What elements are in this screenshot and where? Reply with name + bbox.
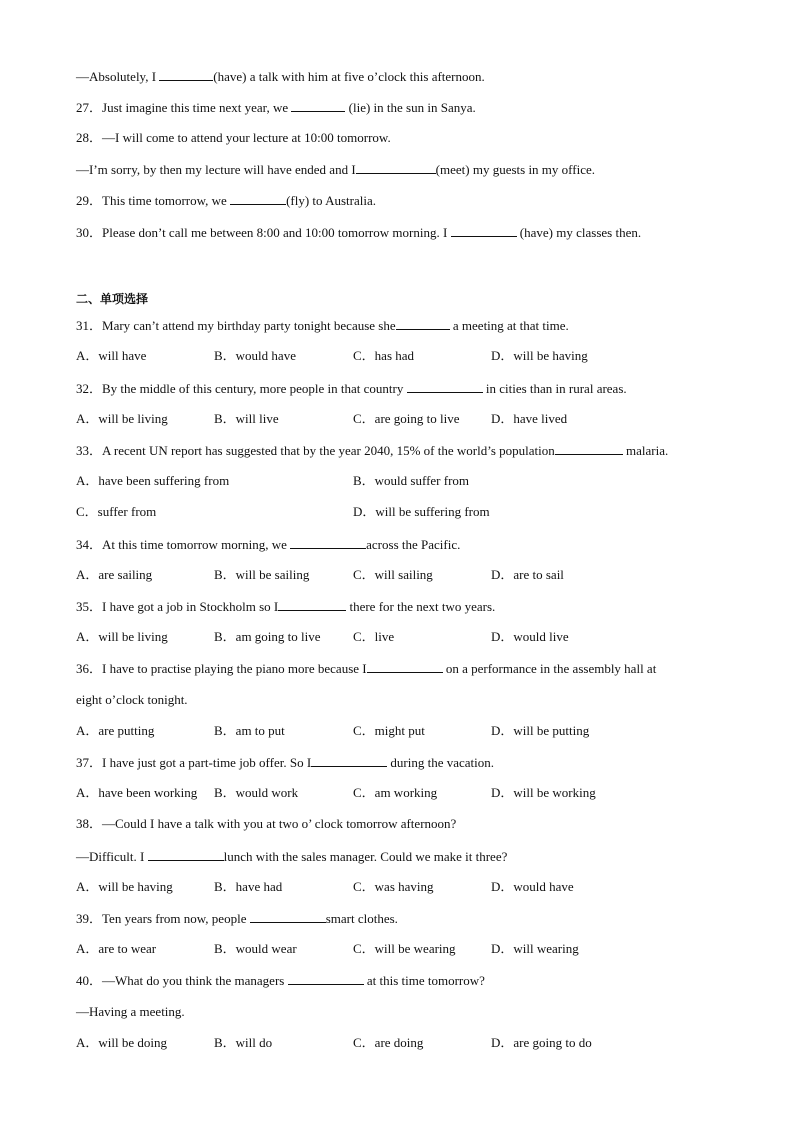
option-a[interactable]: A．will have [76,348,147,363]
question-34 [76,536,460,553]
option-b[interactable]: B．have had [214,879,283,894]
answer-blank[interactable] [451,224,517,237]
option-d[interactable]: D．will wearing [491,941,579,956]
options-33-row1 [76,473,716,489]
options-38 [76,879,716,895]
q38-reply [76,848,507,865]
reply-text-pre: —Difficult. I [76,849,148,864]
question-37 [76,754,494,771]
question-28 [76,130,391,146]
question-36 [76,660,656,677]
option-d[interactable]: D．are going to do [491,1035,592,1050]
question-number: 32． [76,381,103,396]
question-30 [76,224,641,241]
option-a[interactable]: A．will be living [76,629,168,644]
option-b[interactable]: B．am going to live [214,629,321,644]
option-d[interactable]: D．would live [491,629,569,644]
option-c[interactable]: C．are going to live [353,411,460,426]
question-text-post: on a performance in the assembly hall at [442,661,657,676]
option-b[interactable]: B．would suffer from [353,473,470,488]
option-c[interactable]: C．will sailing [353,567,433,582]
option-d[interactable]: D．will be working [491,785,596,800]
option-c[interactable]: C．might put [353,723,425,738]
question-number: 33． [76,443,103,458]
answer-blank[interactable] [148,848,224,861]
question-number: 31． [76,318,103,333]
option-a[interactable]: A．are sailing [76,567,153,582]
option-b[interactable]: B．will be sailing [214,567,310,582]
options-32 [76,411,716,427]
question-text-post: there for the next two years. [346,599,496,614]
question-number: 37． [76,755,103,770]
option-b[interactable]: B．will do [214,1035,273,1050]
question-text-post: malaria. [622,443,669,458]
question-text-pre: At this time tomorrow morning, we [102,537,291,552]
question-text-pre: By the middle of this century, more people in that country [102,381,407,396]
option-b[interactable]: B．would wear [214,941,297,956]
option-b[interactable]: B．would have [214,348,296,363]
question-number: 30． [76,225,103,240]
question-text-post: in cities than in rural areas. [482,381,627,396]
question-text-pre: Ten years from now, people [102,911,250,926]
reply-text-post: lunch with the sales manager. Could we make it three? [223,849,508,864]
question-40 [76,972,485,989]
reply-text-pre: —I’m sorry, by then my lecture will have ended and I [76,162,356,177]
question-29 [76,192,376,209]
option-a[interactable]: A．will be living [76,411,168,426]
option-a[interactable]: A．will be having [76,879,173,894]
question-text: —Could I have a talk with you at two o’ clock tomorrow afternoon? [102,816,457,831]
answer-blank[interactable] [288,972,364,985]
option-a[interactable]: A．have been suffering from [76,473,230,488]
section-heading: 二、单项选择 [76,292,149,306]
question-36-continued: eight o’clock tonight. [76,692,188,707]
option-c[interactable]: C．has had [353,348,415,363]
question-text-pre: A recent UN report has suggested that by the year 2040, 15% of the world’s population [102,443,555,458]
question-33 [76,442,668,459]
option-d[interactable]: D．will be having [491,348,588,363]
option-c[interactable]: C．live [353,629,395,644]
answer-blank[interactable] [291,99,345,112]
question-text-pre: I have got a job in Stockholm so I [102,599,279,614]
question-text-post: (lie) in the sun in Sanya. [345,100,476,115]
option-a[interactable]: A．are putting [76,723,155,738]
option-d[interactable]: D．will be putting [491,723,590,738]
question-31 [76,317,569,334]
question-38 [76,816,456,832]
question-number: 39． [76,911,103,926]
question-27 [76,99,476,116]
question-text-pre: I have just got a part-time job offer. So I [102,755,312,770]
answer-blank[interactable] [159,68,213,81]
options-34 [76,567,716,583]
answer-blank[interactable] [311,754,387,767]
options-39 [76,941,716,957]
question-text-pre: I have to practise playing the piano more because I [102,661,367,676]
answer-blank[interactable] [396,317,450,330]
options-33-row2 [76,504,716,520]
question-number: 36． [76,661,103,676]
answer-blank[interactable] [278,598,346,611]
question-text-pre: —What do you think the managers [102,973,288,988]
options-37 [76,785,716,801]
question-39 [76,910,398,927]
option-c[interactable]: C．am working [353,785,438,800]
q40-reply: —Having a meeting. [76,1004,185,1019]
option-d[interactable]: D．are to sail [491,567,564,582]
q26-reply [76,68,485,85]
options-35 [76,629,716,645]
option-c[interactable]: C．will be wearing [353,941,456,956]
answer-blank[interactable] [230,192,286,205]
question-number: 28． [76,130,103,145]
question-number: 38． [76,816,103,831]
options-36 [76,723,716,739]
question-text-pre: Just imagine this time next year, we [102,100,292,115]
question-text-pre: Please don’t call me between 8:00 and 10:00 tomorrow morning. I [102,225,451,240]
answer-blank[interactable] [555,442,623,455]
option-b[interactable]: B．would work [214,785,299,800]
question-text-pre: This time tomorrow, we [102,193,231,208]
option-a[interactable]: A．have been working [76,785,198,800]
question-number: 27． [76,100,103,115]
option-d[interactable]: D．would have [491,879,574,894]
answer-blank[interactable] [290,536,366,549]
answer-blank[interactable] [356,161,436,174]
question-text-pre: Mary can’t attend my birthday party tonight because she [102,318,396,333]
option-c[interactable]: C．suffer from [76,504,157,519]
answer-blank[interactable] [250,910,326,923]
question-text-post: at this time tomorrow? [363,973,485,988]
question-35 [76,598,495,615]
question-number: 34． [76,537,103,552]
question-number: 35． [76,599,103,614]
question-text: —I will come to attend your lecture at 10:00 tomorrow. [102,130,391,145]
question-number: 40． [76,973,103,988]
question-number: 29． [76,193,103,208]
question-text-post: during the vacation. [387,755,495,770]
question-text-post: smart clothes. [325,911,398,926]
option-b[interactable]: B．will live [214,411,279,426]
reply-text-post: (meet) my guests in my office. [435,162,595,177]
option-c[interactable]: C．are doing [353,1035,424,1050]
q28-reply [76,161,595,178]
answer-blank[interactable] [367,660,443,673]
answer-blank[interactable] [407,380,483,393]
option-b[interactable]: B．am to put [214,723,285,738]
question-32 [76,380,627,397]
option-d[interactable]: D．will be suffering from [353,504,490,519]
options-40 [76,1035,716,1051]
option-d[interactable]: D．have lived [491,411,568,426]
question-text-post: a meeting at that time. [449,318,569,333]
question-text-post: across the Pacific. [366,537,461,552]
options-31 [76,348,716,364]
option-c[interactable]: C．was having [353,879,434,894]
q26-reply-text-post: (have) a talk with him at five o’clock this afternoon. [213,69,485,84]
question-text-post: (have) my classes then. [516,225,642,240]
question-text-post: (fly) to Australia. [286,193,376,208]
q26-reply-text-pre: —Absolutely, I [76,69,160,84]
option-a[interactable]: A．are to wear [76,941,157,956]
option-a[interactable]: A．will be doing [76,1035,167,1050]
